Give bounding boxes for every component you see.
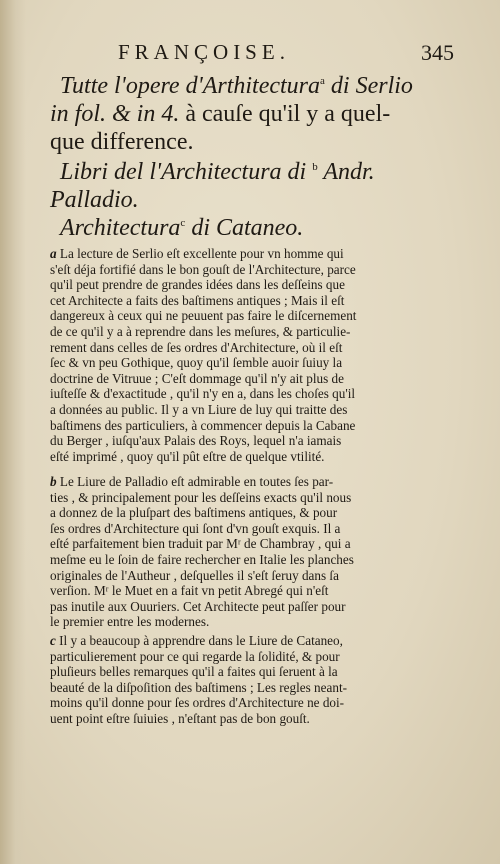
footnote-b: b Le Liure de Palladio eſt admirable en toutes ſes par- ties , & principalement pour les deſſeins exacts qu'il nous a donnez de la pluſpart des baſtimens antiques, & pour ſes ordres d'Architecture qui ſont d'vn gouſt exquis. Il a eſté parfaitement bien traduit par Mʳ de Chambray , qui a meſme eu le ſoin de faire rechercher en Italie les planches originales de l'Autheur , deſquelles il s'eſt ſeruy dans ſa verſion. Mʳ le Muet en a fait vn petit Abregé qui n'eſt pas inutile aux Ouuriers. Cet Architecte peut paſſer pour le premier entre les modernes.	[50, 474, 354, 630]
page-number: 345	[421, 40, 454, 65]
entry-palladio-line-2: Palladio.	[50, 187, 139, 213]
note-marker-b: b	[312, 161, 318, 173]
entry-serlio-line-3: que difference.	[50, 129, 194, 155]
running-head-title: FRANÇOISE.	[118, 40, 290, 64]
footnote-c: c Il y a beaucoup à apprendre dans le Liure de Cataneo, particulierement pour ce qui regarde la ſolidité, & pour pluſieurs belles remarques qu'il a faites qui ſeruent à la beauté de la diſpoſition des baſtimens ; Les regles neant- moins qu'il donne pour ſes ordres d'Architecture ne doi- uent point eſtre ſuiuies , n'eſtant pas de bon gouſt.	[50, 633, 347, 726]
entry-serlio-line-1: Tutte l'opere d'Arthitectura$^a$ di Serlio	[60, 73, 413, 99]
footnote-b-marker: b	[50, 474, 57, 489]
entry-serlio-line-2: in fol. & in 4. à cauſe qu'il y a quel-	[50, 101, 391, 127]
page-gutter-shadow	[0, 0, 26, 864]
note-marker-c: c	[180, 217, 186, 229]
footnote-a: a La lecture de Serlio eſt excellente pour vn homme qui s'eſt déja fortifié dans le bon gouſt de l'Architecture, parce qu'il peut prendre de grandes idées dans les deſſeins que cet Architecte a faits des baſtimens antiques ; Mais il eſt dangereux à ceux qui ne peuuent pas faire le diſcernement de ce qu'il y a à reprendre dans les meſures, & particulie- rement dans celles de ſes ordres d'Architecture, où il eſt ſec & vn peu Gothique, quoy qu'il ſemble auoir ſuiuy la doctrine de Vitruue ; C'eſt dommage qu'il n'y ait plus de iuſteſſe & d'exactitude , qu'il n'y en a, dans les choſes qu'il a données au public. Il y a vn Liure de luy qui traitte des baſtimens des particuliers, à commencer depuis la Cabane du Berger , iuſqu'aux Palais des Roys, lequel n'a iamais eſté imprimé , quoy qu'il pût eſtre de quelque vtilité.	[50, 246, 357, 464]
note-marker-a: a	[320, 75, 325, 87]
entry-palladio-line-1: Libri del l'Architectura di $^b$ Andr.	[60, 159, 375, 185]
footnote-c-marker: c	[50, 633, 56, 648]
entry-cataneo: Architectura$^c$ di Cataneo.	[60, 215, 304, 241]
running-head	[118, 40, 454, 68]
footnote-a-marker: a	[50, 246, 57, 261]
